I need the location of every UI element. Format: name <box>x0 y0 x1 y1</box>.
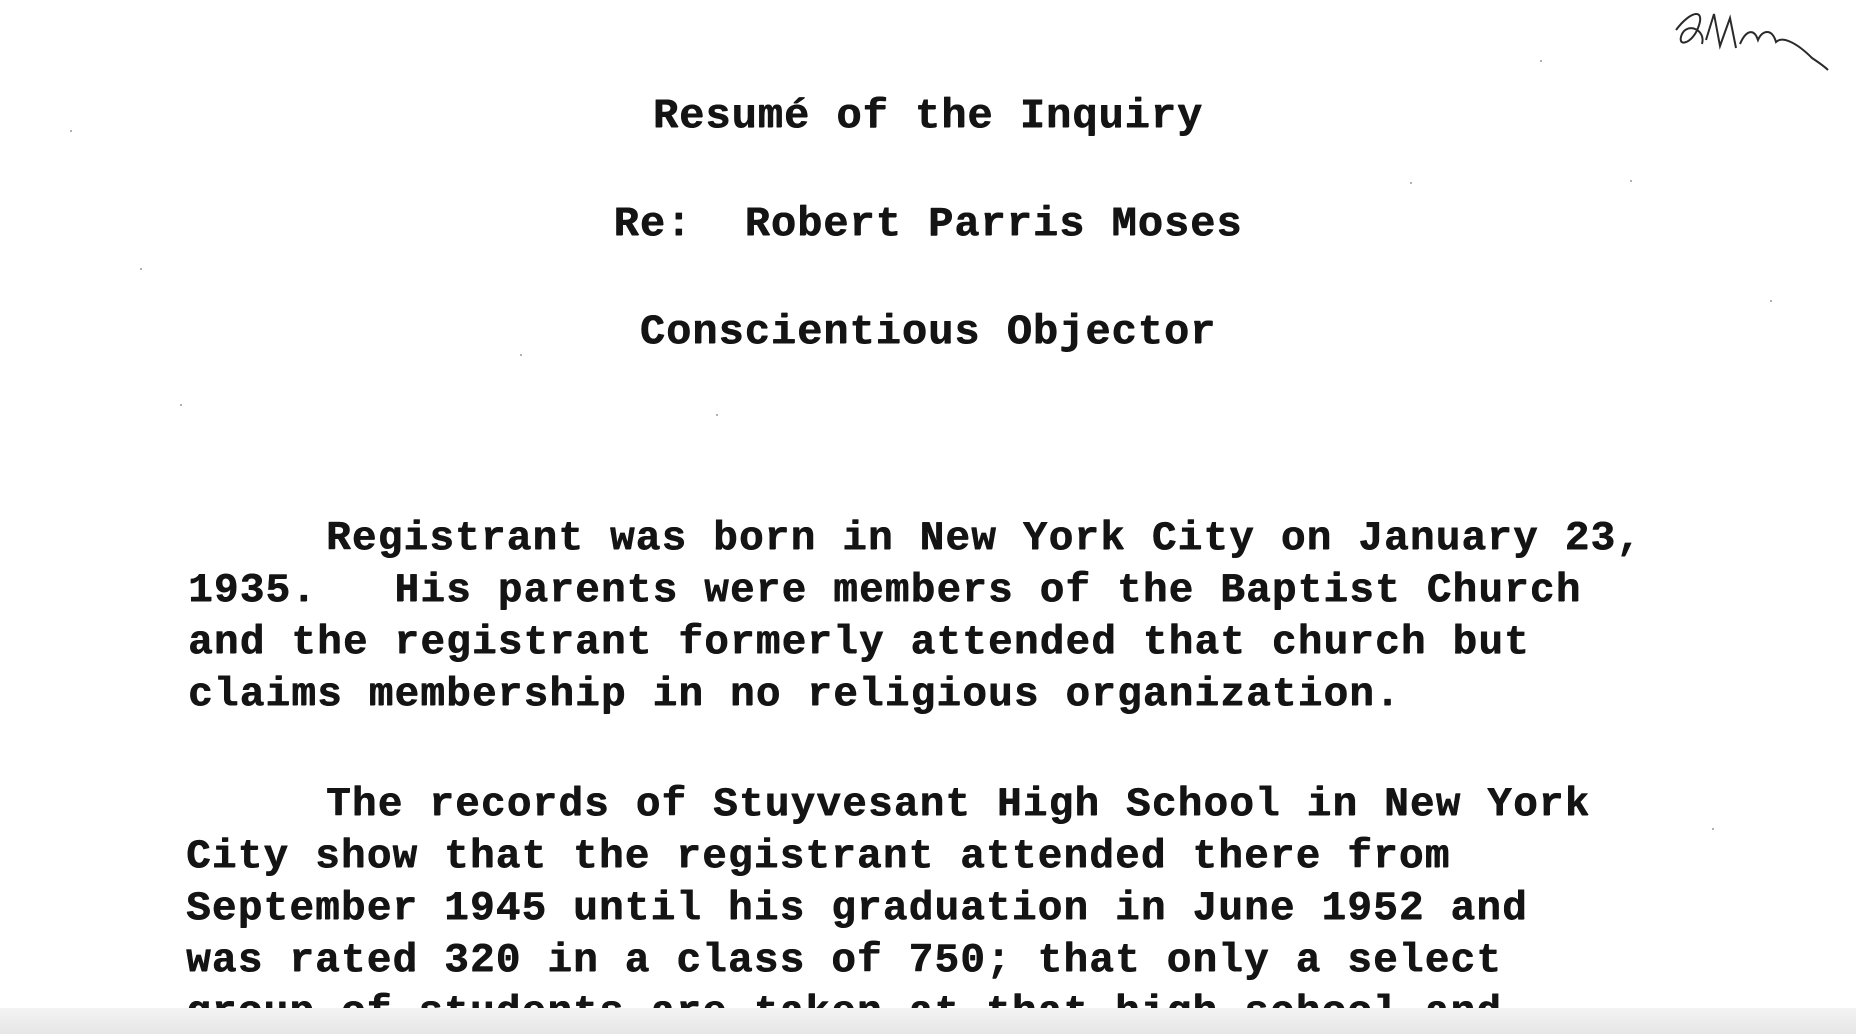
scan-speck <box>180 404 182 406</box>
scan-speck <box>1630 180 1632 182</box>
scan-speck <box>520 354 522 356</box>
scan-speck <box>1770 300 1772 302</box>
paragraph-2-line-4: was rated 320 in a class of 750; that only a select <box>186 938 1503 984</box>
regarding-line: Re: Robert Parris Moses <box>613 200 1243 248</box>
scan-speck <box>1540 60 1542 62</box>
paragraph-1-line-3: and the registrant formerly attended that church but <box>188 620 1530 666</box>
paragraph-2-line-3: September 1945 until his graduation in June 1952 and <box>186 886 1528 932</box>
scan-speck <box>1410 182 1412 184</box>
paragraph-2-line-2: City show that the registrant attended there from <box>186 834 1451 880</box>
subject-line: Conscientious Objector <box>639 308 1217 356</box>
page-bottom-edge <box>0 1008 1856 1034</box>
scan-speck <box>140 268 142 270</box>
paragraph-1-line-4: claims membership in no religious organization. <box>188 672 1401 718</box>
paragraph-1-line-1: Registrant was born in New York City on January 23, <box>326 516 1643 562</box>
scan-speck <box>716 414 718 416</box>
scan-speck <box>70 130 72 132</box>
paragraph-2-line-1: The records of Stuyvesant High School in New York <box>326 782 1591 828</box>
paragraph-1-line-2: 1935. His parents were members of the Baptist Church <box>188 568 1582 614</box>
document-title: Resumé of the Inquiry <box>652 92 1204 140</box>
handwritten-initials-signature <box>1636 0 1836 90</box>
scan-speck <box>1712 828 1714 830</box>
